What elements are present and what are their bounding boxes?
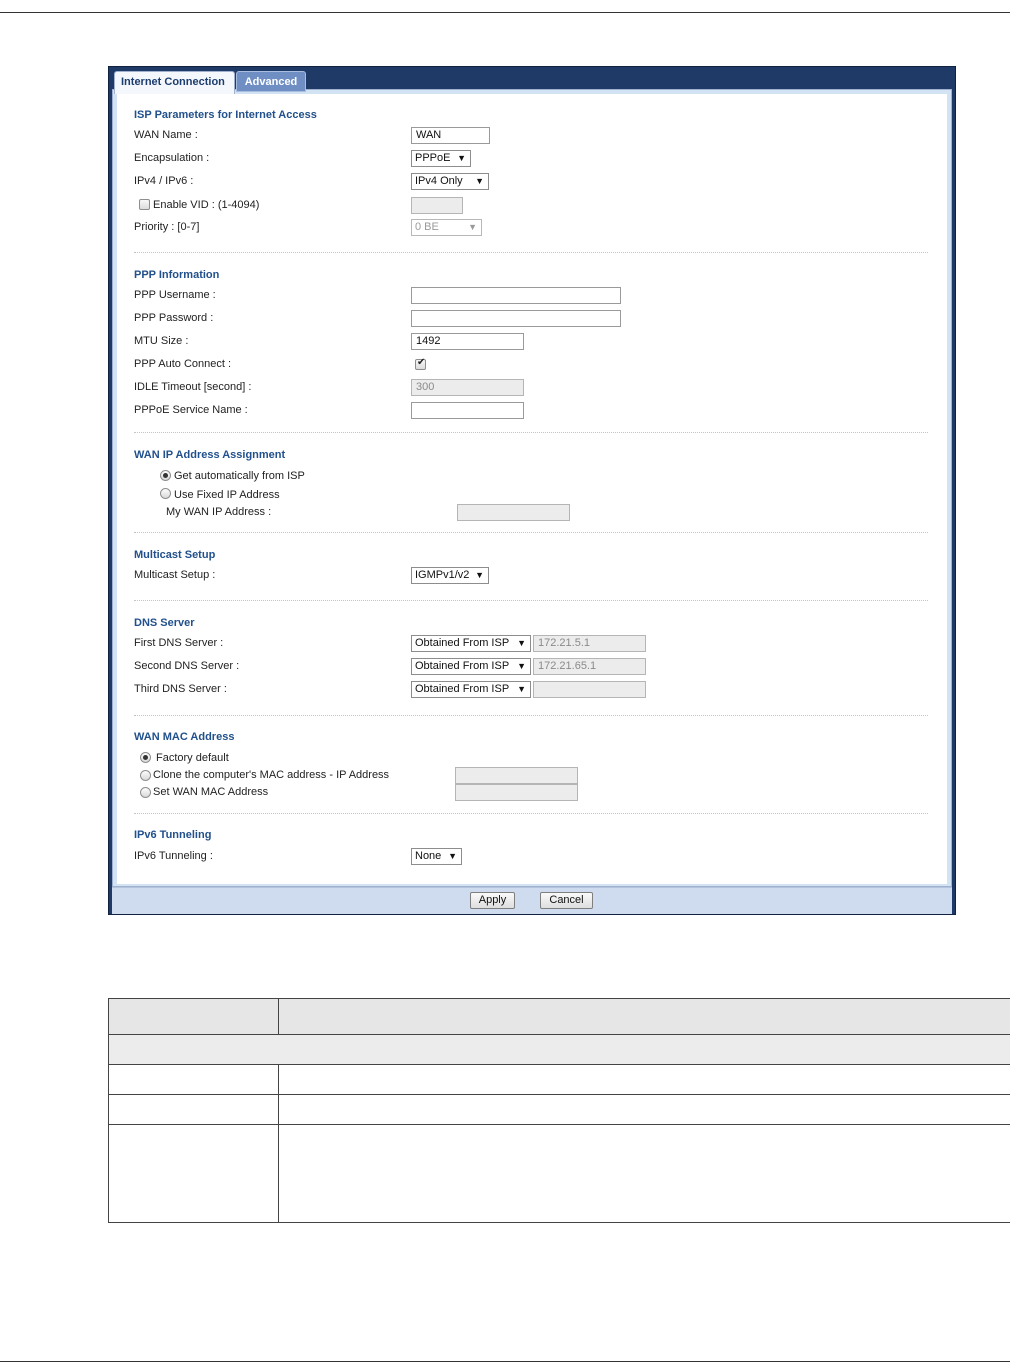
ppp-password-label: PPP Password : <box>134 312 214 324</box>
ipv-mode-select[interactable] <box>411 173 489 190</box>
wan-ip-auto-label: Get automatically from ISP <box>174 470 305 482</box>
first-dns-label: First DNS Server : <box>134 637 224 649</box>
encapsulation-select[interactable] <box>411 150 471 167</box>
table-row <box>109 1065 1010 1095</box>
ppp-username-label: PPP Username : <box>134 289 216 301</box>
table-cell <box>109 1065 279 1095</box>
mac-set-label: Set WAN MAC Address <box>153 786 269 798</box>
action-bar <box>112 887 952 914</box>
second-dns-ip-input[interactable]: 172.21.65.1 <box>533 658 646 675</box>
table-header-row <box>109 999 1010 1035</box>
multicast-setup-select[interactable] <box>411 567 489 584</box>
mac-clone-label: Clone the computer's MAC address - IP Address <box>153 769 390 781</box>
table-cell <box>279 1095 1010 1125</box>
table-header-cell <box>279 999 1010 1035</box>
dns-section-title: DNS Server <box>134 617 195 629</box>
third-dns-mode-select[interactable] <box>411 681 531 698</box>
chevron-down-icon: ▼ <box>517 661 526 671</box>
section-divider <box>134 432 928 433</box>
multicast-setup-value: IGMPv1/v2 <box>415 569 470 581</box>
ppp-auto-connect-label: PPP Auto Connect : <box>134 358 232 370</box>
idle-timeout-input[interactable]: 300 <box>411 379 524 396</box>
first-dns-ip-input[interactable]: 172.21.5.1 <box>533 635 646 652</box>
table-row <box>109 1125 1010 1223</box>
multicast-setup-label: Multicast Setup : <box>134 569 216 581</box>
mac-factory-label: Factory default <box>156 752 229 764</box>
ppp-section-title: PPP Information <box>134 269 220 281</box>
wan-name-input[interactable]: WAN <box>411 127 490 144</box>
mac-factory-radio[interactable] <box>140 752 151 763</box>
enable-vid-checkbox[interactable] <box>139 199 150 210</box>
multicast-section-title: Multicast Setup <box>134 549 216 561</box>
ipv6-tunneling-value: None <box>415 850 442 862</box>
table-cell <box>109 1095 279 1125</box>
cancel-button[interactable]: Cancel <box>540 892 593 909</box>
isp-section-title: ISP Parameters for Internet Access <box>134 109 317 121</box>
mac-set-input[interactable] <box>455 784 578 801</box>
section-divider <box>134 252 928 253</box>
mac-clone-radio[interactable] <box>140 770 151 781</box>
priority-label: Priority : [0-7] <box>134 221 200 233</box>
page-footer-rule <box>0 1361 1010 1362</box>
table-row <box>109 1095 1010 1125</box>
my-wan-ip-label: My WAN IP Address : <box>166 506 272 518</box>
wan-ip-auto-radio[interactable] <box>160 470 171 481</box>
mac-set-radio[interactable] <box>140 787 151 798</box>
chevron-down-icon: ▼ <box>457 153 466 163</box>
wan-ip-fixed-label: Use Fixed IP Address <box>174 489 280 501</box>
table-cell <box>109 1035 1010 1065</box>
table-header-cell <box>109 999 279 1035</box>
mac-clone-ip-input[interactable] <box>455 767 578 784</box>
chevron-down-icon: ▼ <box>517 638 526 648</box>
section-divider <box>134 715 928 716</box>
ppp-auto-connect-checkbox[interactable] <box>415 359 426 370</box>
encapsulation-value: PPPoE <box>415 152 451 164</box>
mtu-size-label: MTU Size : <box>134 335 189 347</box>
page-header-rule <box>0 12 1010 13</box>
third-dns-label: Third DNS Server : <box>134 683 227 695</box>
section-divider <box>134 813 928 814</box>
third-dns-mode-value: Obtained From ISP <box>415 683 510 695</box>
vid-input[interactable] <box>411 197 463 214</box>
ipv-mode-label: IPv4 / IPv6 : <box>134 175 194 187</box>
ipv-mode-value: IPv4 Only <box>415 175 463 187</box>
wan-ip-section-title: WAN IP Address Assignment <box>134 449 286 461</box>
table-cell <box>109 1125 279 1223</box>
tab-advanced[interactable]: Advanced <box>236 71 306 92</box>
mtu-size-input[interactable]: 1492 <box>411 333 524 350</box>
table-row <box>109 1035 1010 1065</box>
table-cell <box>279 1125 1010 1223</box>
encapsulation-label: Encapsulation : <box>134 152 210 164</box>
third-dns-ip-input[interactable] <box>533 681 646 698</box>
chevron-down-icon: ▼ <box>448 851 457 861</box>
ipv6-tunneling-section-title: IPv6 Tunneling <box>134 829 212 841</box>
idle-timeout-label: IDLE Timeout [second] : <box>134 381 252 393</box>
ppp-password-input[interactable] <box>411 310 621 327</box>
wan-mac-section-title: WAN MAC Address <box>134 731 235 743</box>
chevron-down-icon: ▼ <box>475 570 484 580</box>
chevron-down-icon: ▼ <box>475 176 484 186</box>
priority-select[interactable] <box>411 219 482 236</box>
ppp-username-input[interactable] <box>411 287 621 304</box>
pppoe-service-name-input[interactable] <box>411 402 524 419</box>
wan-ip-fixed-radio[interactable] <box>160 488 171 499</box>
ipv6-tunneling-label: IPv6 Tunneling : <box>134 850 213 862</box>
enable-vid-label: Enable VID : (1-4094) <box>153 199 260 211</box>
tab-internet-connection[interactable]: Internet Connection <box>114 71 235 94</box>
second-dns-mode-select[interactable] <box>411 658 531 675</box>
pppoe-service-name-label: PPPoE Service Name : <box>134 404 248 416</box>
second-dns-mode-value: Obtained From ISP <box>415 660 510 672</box>
first-dns-mode-select[interactable] <box>411 635 531 652</box>
chevron-down-icon: ▼ <box>517 684 526 694</box>
second-dns-label: Second DNS Server : <box>134 660 240 672</box>
chevron-down-icon: ▼ <box>468 222 477 232</box>
screenshot-frame <box>108 66 956 915</box>
section-divider <box>134 600 928 601</box>
apply-button[interactable]: Apply <box>470 892 515 909</box>
section-divider <box>134 532 928 533</box>
ipv6-tunneling-select[interactable] <box>411 848 462 865</box>
priority-value: 0 BE <box>415 221 439 233</box>
table-cell <box>279 1065 1010 1095</box>
first-dns-mode-value: Obtained From ISP <box>415 637 510 649</box>
my-wan-ip-input[interactable] <box>457 504 570 521</box>
description-table <box>108 998 1010 1223</box>
wan-name-label: WAN Name : <box>134 129 198 141</box>
